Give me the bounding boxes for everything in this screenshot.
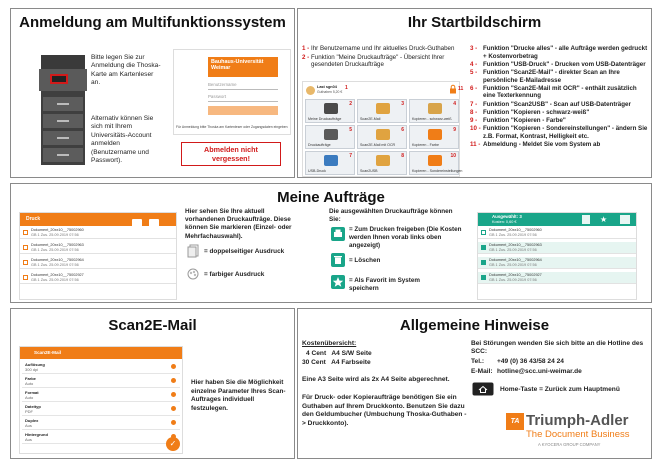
scan-field[interactable] bbox=[22, 389, 180, 402]
action-delete-text: = Löschen bbox=[349, 257, 381, 264]
scan-mock-header bbox=[20, 347, 182, 359]
scan-field[interactable] bbox=[22, 403, 180, 416]
mock-user-label: Last sgn04 bbox=[317, 85, 337, 89]
row-date: GB 1 Zus. 25.09.2019 07:56 bbox=[489, 248, 537, 252]
row-date: GB 1 Zus. 25.09.2019 07:56 bbox=[489, 233, 537, 237]
mail-value: hotline@scc.uni-weimar.de bbox=[497, 368, 582, 375]
row-name: Dokument_20xx10__75002960 bbox=[489, 228, 542, 232]
table-row[interactable] bbox=[20, 257, 176, 269]
mock2-header-label: Ausgewählt: 3 bbox=[492, 214, 522, 219]
mock-avatar bbox=[306, 86, 315, 95]
brand-small: A KYOCERA GROUP COMPANY bbox=[538, 442, 601, 447]
tile-label: Scan2E-Mail mit OCR bbox=[360, 143, 396, 147]
guthaben-note: Für Druck- oder Kopieraufträge benötigen Sie ein Guthaben auf Ihrem Druckkonto. Benutzen Sie dazu den Geldumbucher (Umbuchung Thoska-Guthaben -> Druckkonto). bbox=[302, 394, 467, 427]
auftraege-list bbox=[20, 227, 176, 299]
table-row[interactable] bbox=[478, 272, 636, 284]
start-list-left bbox=[302, 45, 464, 69]
scan-field[interactable] bbox=[22, 417, 180, 430]
table-row[interactable] bbox=[478, 227, 636, 239]
scan-field-label: Auflösung bbox=[25, 362, 45, 367]
login-mock bbox=[173, 49, 291, 135]
auftraege-text1: Hier sehen Sie Ihre aktuell vorhandenen Druckaufträge. Diese können Sie markieren (Einzel- oder Mehrfachauswahl). bbox=[185, 208, 292, 240]
table-row[interactable] bbox=[20, 272, 176, 284]
hinweise-title: Allgemeine Hinweise bbox=[399, 317, 550, 334]
table-row[interactable] bbox=[478, 242, 636, 254]
login-submit-button[interactable] bbox=[208, 106, 278, 115]
auftraege-mock bbox=[19, 212, 177, 300]
tile-icon bbox=[428, 103, 442, 114]
table-row[interactable] bbox=[20, 227, 176, 239]
mock2-trash-icon[interactable] bbox=[582, 215, 590, 224]
scan-field-indicator bbox=[171, 364, 176, 369]
mock-user-sub: Guthaben 5,20 € bbox=[317, 90, 343, 94]
legend-duplex: = doppelseitiger Ausdruck bbox=[204, 248, 285, 255]
tile-label: Kopieren - schwarz-weiß bbox=[412, 117, 452, 121]
tel-value: +49 (0) 36 43/58 24 24 bbox=[497, 358, 564, 365]
anmeldung-text-card: Bitte legen Sie zur Anmeldung die Thoska-Karte am Kartenleser an. bbox=[91, 54, 161, 87]
start-item-2: 2 - Funktion "Meine Druckaufträge" - Übersicht Ihrer gesendeten Druckaufträge bbox=[302, 53, 445, 69]
tile-icon bbox=[376, 129, 390, 140]
color-icon bbox=[187, 268, 199, 280]
tile-marker: 5 bbox=[349, 127, 352, 133]
anmeldung-title: Anmeldung am Multifunktionssystem bbox=[19, 14, 286, 31]
start-tile[interactable] bbox=[357, 99, 407, 123]
scan-field-indicator bbox=[171, 378, 176, 383]
row-checkbox[interactable] bbox=[23, 260, 28, 265]
tile-marker: 7 bbox=[349, 153, 352, 159]
row-checkbox[interactable] bbox=[23, 275, 28, 280]
panel-scan bbox=[10, 308, 295, 459]
tile-icon bbox=[376, 155, 390, 166]
row-name: Dokument_20xx10__75002960 bbox=[31, 228, 84, 232]
scan-field-indicator bbox=[171, 420, 176, 425]
scan-title: Scan2E-Mail bbox=[108, 317, 197, 334]
mock2-header-sub: Kosten: 0,60 € bbox=[492, 219, 517, 224]
start-item-right: 4 - Funktion "USB-Druck" - Drucken vom USB-Datenträger bbox=[470, 60, 646, 68]
auftraege-mock2-header bbox=[478, 213, 636, 226]
brand-mark: TA bbox=[506, 413, 524, 430]
scan-field-indicator bbox=[171, 392, 176, 397]
anmeldung-text-account: Alternativ können Sie sich mit Ihrem Universitäts-Account anmelden (Benutzername und Passwort). bbox=[91, 115, 154, 165]
action-fav-icon bbox=[331, 275, 345, 289]
row-name: Dokument_20xx10__75002927 bbox=[489, 273, 542, 277]
row-name: Dokument_20xx10__75002963 bbox=[489, 243, 542, 247]
action-fav-text: = Als Favorit im System speichern bbox=[349, 277, 420, 292]
action-delete-icon bbox=[331, 253, 345, 267]
duplex-icon bbox=[187, 244, 199, 258]
scan-field-label: Farbe bbox=[25, 376, 36, 381]
scan-field-label: Format bbox=[25, 390, 39, 395]
panel-auftraege bbox=[10, 183, 652, 303]
start-tile[interactable] bbox=[305, 99, 355, 123]
tile-icon bbox=[324, 155, 338, 166]
action-print-icon bbox=[331, 227, 345, 241]
login-password-field[interactable] bbox=[208, 94, 278, 102]
home-note: Home-Taste = Zurück zum Hauptmenü bbox=[500, 386, 620, 393]
cost-line-1: 4 Cent A4 S/W Seite bbox=[306, 350, 372, 357]
tel-label: Tel.: bbox=[471, 358, 485, 365]
row-name: Dokument_20xx10__75002964 bbox=[31, 258, 84, 262]
start-tile[interactable] bbox=[357, 151, 407, 175]
mail-label: E-Mail: bbox=[471, 368, 493, 375]
start-tile[interactable] bbox=[409, 99, 459, 123]
tile-marker: 3 bbox=[401, 101, 404, 107]
scan-field-value: Auto bbox=[25, 395, 34, 400]
row-checkbox[interactable] bbox=[481, 230, 486, 235]
row-date: GB 1 Zus. 25.09.2019 07:56 bbox=[31, 278, 79, 282]
tile-icon bbox=[428, 155, 442, 166]
start-item-1: 1 - Ihr Benutzername und Ihr aktuelles Druck-Guthaben bbox=[302, 45, 455, 52]
tile-marker: 8 bbox=[401, 153, 404, 159]
scan-field-label: Dateityp bbox=[25, 404, 41, 409]
mock-marker-1: 1 bbox=[345, 85, 348, 91]
tile-label: Meine Druckaufträge bbox=[308, 117, 342, 121]
mock2-star-icon[interactable]: ★ bbox=[600, 215, 608, 224]
start-item-right: 6 - Funktion "Scan2E-Mail mit OCR" - enthält zusätzlich eine Texterkennung bbox=[470, 84, 637, 100]
scan-start-button[interactable]: ✓ bbox=[166, 437, 180, 451]
tile-icon bbox=[428, 129, 442, 140]
auftraege-mock2 bbox=[477, 212, 637, 300]
scan-field[interactable] bbox=[22, 361, 180, 374]
mock2-print-icon[interactable] bbox=[620, 215, 630, 224]
startbildschirm-title: Ihr Startbildschirm bbox=[407, 14, 542, 31]
tile-icon bbox=[324, 103, 338, 114]
start-tile[interactable] bbox=[305, 151, 355, 175]
start-item-right: 8 - Funktion "Kopieren - schwarz-weiß" bbox=[470, 108, 590, 116]
panel-startbildschirm bbox=[297, 8, 652, 178]
row-name: Dokument_20xx10__75002927 bbox=[31, 273, 84, 277]
start-tiles bbox=[305, 99, 463, 177]
auftraege-title: Meine Aufträge bbox=[277, 189, 385, 206]
table-row[interactable] bbox=[20, 242, 176, 254]
tile-marker: 2 bbox=[349, 101, 352, 107]
panel-anmeldung bbox=[10, 8, 295, 178]
row-checkbox[interactable] bbox=[23, 245, 28, 250]
cost-heading: Kostenübersicht: bbox=[302, 340, 357, 347]
tile-icon bbox=[376, 103, 390, 114]
brand-logo bbox=[498, 409, 648, 455]
scan-field[interactable] bbox=[22, 431, 180, 444]
scan-field-value: Aus bbox=[25, 437, 32, 442]
row-date: GB 1 Zus. 25.09.2019 07:56 bbox=[31, 248, 79, 252]
logout-reminder-button: Abmelden nicht vergessen! bbox=[181, 142, 281, 166]
row-date: GB 1 Zus. 25.09.2019 07:56 bbox=[31, 233, 79, 237]
action-print-text: = Zum Drucken freigeben (Die Kosten werden Ihnen vorab links oben angezeigt) bbox=[349, 226, 462, 249]
printer-illustration bbox=[37, 53, 89, 169]
row-date: GB 1 Zus. 25.09.2019 07:56 bbox=[489, 263, 537, 267]
start-tile[interactable] bbox=[409, 125, 459, 149]
start-item-right: 10 - Funktion "Kopieren - Sondereinstellungen" - ändern Sie z.B. Format, Kontrast, Helligkeit etc. bbox=[470, 125, 648, 140]
start-item-right: 11 - Abmeldung - Meldet Sie vom System ab bbox=[470, 140, 601, 148]
auftraege-text2: Die ausgewählten Druckaufträge können Sie: bbox=[329, 208, 453, 224]
brand-name: Triumph-Adler bbox=[526, 412, 629, 429]
tile-label: Kopieren - Sondereinstellungen bbox=[412, 169, 463, 173]
tile-marker: 10 bbox=[450, 153, 456, 159]
start-item-right: 3 - Funktion "Drucke alles" - alle Aufträge werden gedruckt + Kostenvorbetrag bbox=[470, 45, 648, 60]
login-footnote: Für Anmeldung bitte Thoska am Kartenleser oder Zugangsdaten eingeben bbox=[176, 125, 288, 129]
scan-field-label: Hintergrund bbox=[25, 432, 48, 437]
row-checkbox[interactable] bbox=[23, 230, 28, 235]
row-checkbox[interactable] bbox=[481, 260, 486, 265]
scan-field-indicator bbox=[171, 406, 176, 411]
auftraege-mock-header-label: Druck bbox=[26, 216, 41, 222]
login-brand: Bauhaus-Universität Weimar bbox=[211, 59, 264, 72]
scan-field[interactable] bbox=[22, 375, 180, 388]
row-checkbox[interactable] bbox=[481, 275, 486, 280]
tile-icon bbox=[324, 129, 338, 140]
start-item-right: 7 - Funktion "Scan2USB" - Scan auf USB-Datenträger bbox=[470, 100, 631, 108]
row-date: GB 1 Zus. 25.09.2019 07:56 bbox=[489, 278, 537, 282]
brand-tagline: The Document Business bbox=[526, 429, 630, 440]
start-list-right bbox=[470, 45, 650, 149]
start-item-right: 5 - Funktion "Scan2E-Mail" - direkter Scan an Ihre persönliche E-Mailadresse bbox=[470, 68, 620, 84]
home-icon bbox=[472, 382, 494, 396]
support-intro: Bei Störungen wenden Sie sich bitte an die Hotline des SCC: bbox=[471, 340, 644, 356]
legend-color: = farbiger Ausdruck bbox=[204, 271, 265, 278]
row-date: GB 1 Zus. 25.09.2019 07:56 bbox=[31, 263, 79, 267]
row-checkbox[interactable] bbox=[481, 245, 486, 250]
tile-label: USB-Druck bbox=[308, 169, 326, 173]
login-username-field[interactable] bbox=[208, 82, 278, 90]
scan-mock-header-label: Scan2E-Mail bbox=[34, 350, 62, 355]
tile-label: Kopieren - Farbe bbox=[412, 143, 439, 147]
panel-hinweise bbox=[297, 308, 652, 459]
scan-fields bbox=[20, 361, 182, 451]
start-tile[interactable] bbox=[357, 125, 407, 149]
start-tile[interactable] bbox=[409, 151, 463, 175]
scan-mock bbox=[19, 346, 183, 454]
cost-line-2: 30 Cent A4 Farbseite bbox=[302, 359, 371, 366]
lock-icon[interactable] bbox=[448, 84, 458, 94]
auftraege-list2 bbox=[478, 227, 636, 299]
marker-11: 11 bbox=[458, 86, 464, 92]
a3-note: Eine A3 Seite wird als 2x A4 Seite abgerechnet. bbox=[302, 376, 450, 383]
scan-field-value: Auto bbox=[25, 381, 34, 386]
start-item-right: 9 - Funktion "Kopieren - Farbe" bbox=[470, 116, 566, 124]
scan-text: Hier haben Sie die Möglichkeit einzelne Parameter Ihres Scan-Auftrages individuell festzulegen. bbox=[191, 379, 286, 412]
scan-field-value: Aus bbox=[25, 423, 32, 428]
start-tile[interactable] bbox=[305, 125, 355, 149]
tile-marker: 6 bbox=[401, 127, 404, 133]
tile-label: Scan2E-Mail bbox=[360, 117, 381, 121]
scan-field-value: PDF bbox=[25, 409, 33, 414]
tile-label: Druckaufträge bbox=[308, 143, 331, 147]
scan-field-label: Duplex bbox=[25, 418, 39, 423]
tile-marker: 4 bbox=[453, 101, 456, 107]
tile-marker: 9 bbox=[453, 127, 456, 133]
tile-label: Scan2USB bbox=[360, 169, 378, 173]
login-username-placeholder: Benutzername bbox=[208, 82, 237, 87]
login-password-placeholder: Passwort bbox=[208, 94, 227, 99]
row-name: Dokument_20xx10__75002963 bbox=[31, 243, 84, 247]
table-row[interactable] bbox=[478, 257, 636, 269]
row-name: Dokument_20xx10__75002964 bbox=[489, 258, 542, 262]
scan-field-value: 300 dpi bbox=[25, 367, 39, 372]
